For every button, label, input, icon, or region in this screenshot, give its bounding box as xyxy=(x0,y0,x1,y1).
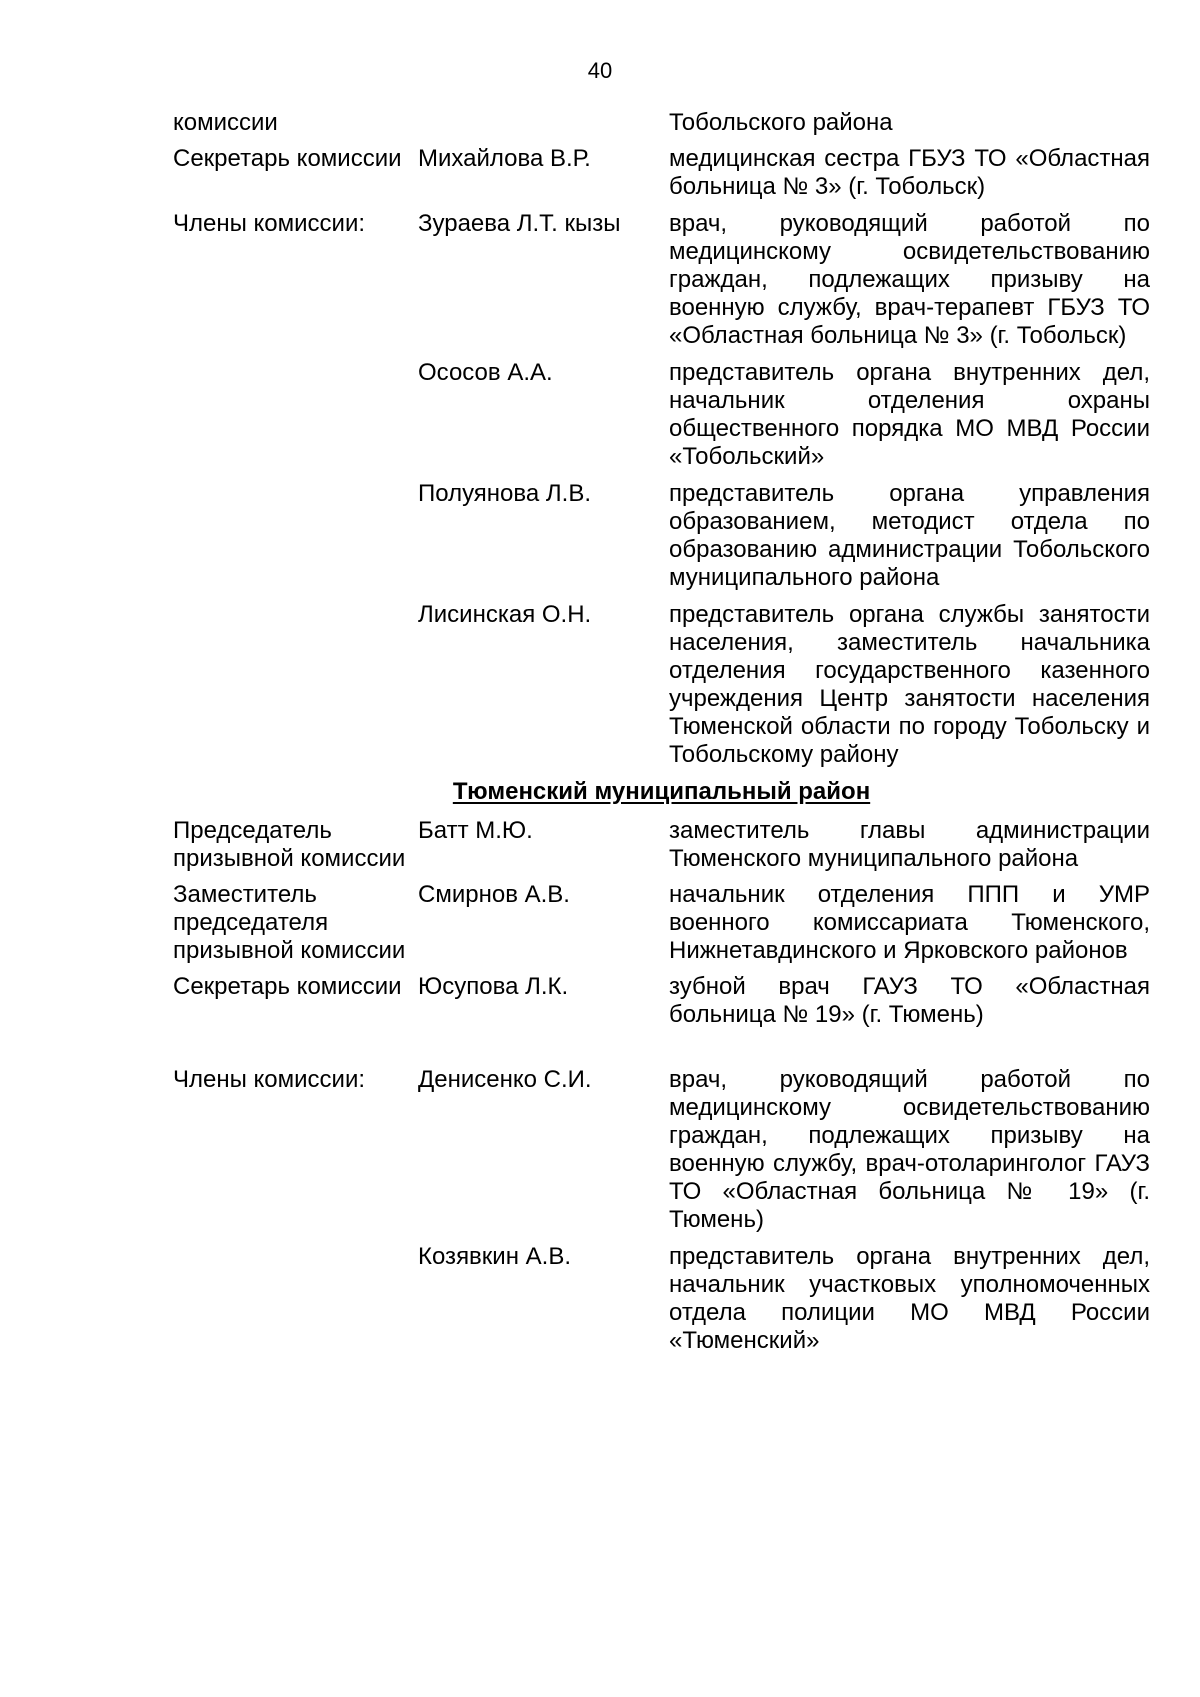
member-role: Председатель призывной комиссии xyxy=(173,817,406,872)
member-row xyxy=(173,881,1150,965)
member-position: представитель органа службы занятости населения, заместитель начальника отделения государственного казенного учреждения Центр занятости населения Тюменской области по городу Тобольску и Тобольскому району xyxy=(669,601,1150,768)
member-role xyxy=(173,601,418,769)
member-name: Юсупова Л.К. xyxy=(418,973,569,1000)
member-role: Секретарь комиссии xyxy=(173,145,402,172)
member-row xyxy=(173,109,1150,137)
member-name: Михайлова В.Р. xyxy=(418,145,591,172)
member-name: Батт М.Ю. xyxy=(418,817,533,844)
tyumen-district-members xyxy=(173,817,1150,1355)
member-row xyxy=(173,210,1150,350)
member-role xyxy=(173,359,418,471)
member-name: Ососов А.А. xyxy=(418,359,553,386)
member-role: Заместитель председателя призывной комиссии xyxy=(173,881,406,964)
member-name: Козявкин А.В. xyxy=(418,1243,571,1270)
member-name: Денисенко С.И. xyxy=(418,1066,592,1093)
member-position: заместитель главы администрации Тюменского муниципального района xyxy=(669,817,1150,872)
member-name xyxy=(418,109,669,137)
member-row xyxy=(173,817,1150,873)
member-position: представитель органа внутренних дел, начальник отделения охраны общественного порядка МО МВД России «Тобольский» xyxy=(669,359,1150,470)
member-position: зубной врач ГАУЗ ТО «Областная больница № 19» (г. Тюмень) xyxy=(669,973,1150,1028)
member-position: Тобольского района xyxy=(669,109,893,136)
page-number: 40 xyxy=(587,58,613,83)
member-row xyxy=(173,973,1150,1029)
member-position: представитель органа управления образованием, методист отдела по образованию администрации Тобольского муниципального района xyxy=(669,480,1150,591)
member-role: комиссии xyxy=(173,109,278,136)
member-role xyxy=(173,1243,418,1355)
member-position: представитель органа внутренних дел, начальник участковых уполномоченных отдела полиции МО МВД России «Тюменский» xyxy=(669,1243,1150,1354)
member-row xyxy=(173,601,1150,769)
member-role xyxy=(173,480,418,592)
member-row xyxy=(173,1066,1150,1234)
member-role: Секретарь комиссии xyxy=(173,973,402,1000)
member-name: Смирнов А.В. xyxy=(418,881,570,908)
commission-list xyxy=(173,109,1150,1355)
member-name: Лисинская О.Н. xyxy=(418,601,592,628)
member-row xyxy=(173,359,1150,471)
member-row xyxy=(173,1243,1150,1355)
member-row xyxy=(173,480,1150,592)
member-position: врач, руководящий работой по медицинскому освидетельствованию граждан, подлежащих призыву на военную службу, врач-отоларинголог ГАУЗ ТО «Областная больница № 19» (г. Тюмень) xyxy=(669,1066,1150,1233)
member-name: Зураева Л.Т. кызы xyxy=(418,210,621,237)
member-role: Члены комиссии: xyxy=(173,1066,366,1093)
member-position: медицинская сестра ГБУЗ ТО «Областная больница № 3» (г. Тобольск) xyxy=(669,145,1150,200)
member-position: врач, руководящий работой по медицинскому освидетельствованию граждан, подлежащих призыву на военную службу, врач-терапевт ГБУЗ ТО «Областная больница № 3» (г. Тобольск) xyxy=(669,210,1150,349)
member-role: Члены комиссии: xyxy=(173,210,366,237)
tobolsk-district-members xyxy=(173,109,1150,769)
member-position: начальник отделения ППП и УМР военного комиссариата Тюменского, Нижнетавдинского и Ярковского районов xyxy=(669,881,1150,964)
section-title: Тюменский муниципальный район xyxy=(452,778,871,805)
member-row xyxy=(173,145,1150,201)
member-name: Полуянова Л.В. xyxy=(418,480,591,507)
